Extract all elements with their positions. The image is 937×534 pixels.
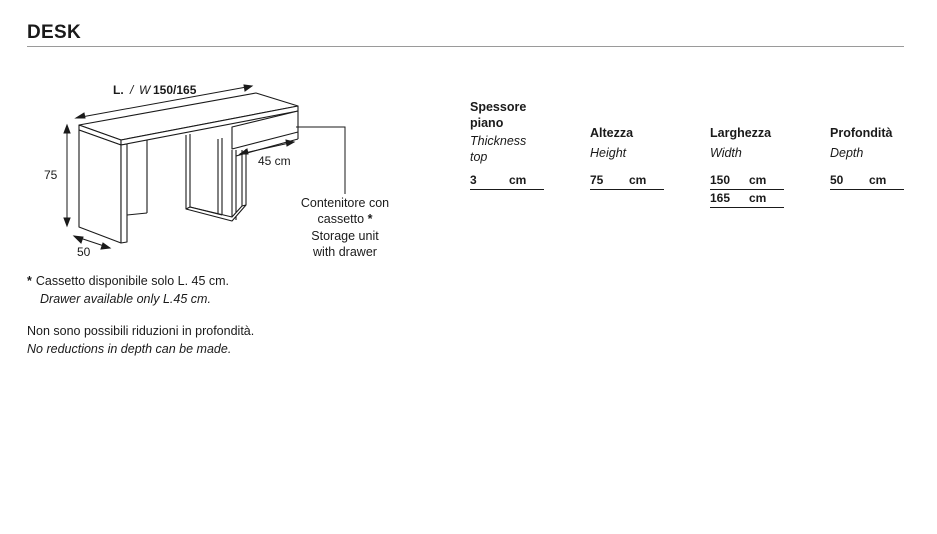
spec-subheading: Height (590, 146, 627, 160)
spec-unit: cm (749, 173, 767, 187)
spec-row (830, 172, 904, 190)
spec-row (470, 172, 544, 190)
callout-line-2: cassetto (317, 212, 365, 226)
spec-unit: cm (629, 173, 647, 187)
spec-heading: Larghezza (710, 126, 772, 140)
drawer-note-en: Drawer available only L.45 cm. (40, 292, 211, 306)
spec-heading-2: piano (470, 116, 504, 130)
depth-note-it: Non sono possibili riduzioni in profondità. (27, 324, 255, 338)
note-star: * (27, 274, 32, 288)
callout-line-3: Storage unit (311, 229, 379, 243)
spec-unit: cm (509, 173, 527, 187)
callout-line-1: Contenitore con (300, 196, 390, 210)
desk-left-panel-shadow (127, 213, 147, 215)
width-label-value: 150/165 (153, 83, 197, 97)
spec-value: 165 (710, 191, 731, 205)
storage-unit-callout (290, 195, 400, 260)
spec-heading: Profondità (830, 126, 893, 140)
spec-unit: cm (869, 173, 887, 187)
spec-value: 50 (830, 173, 844, 187)
drawer-note-it: Cassetto disponibile solo L. 45 cm. (35, 274, 230, 288)
callout-line-2-wrap (290, 211, 400, 227)
depth-note-en: No reductions in depth can be made. (27, 342, 232, 356)
spec-unit: cm (749, 191, 767, 205)
spec-value: 3 (470, 173, 477, 187)
desk-left-panel-edge (121, 144, 127, 243)
spec-subheading-2: top (470, 150, 488, 164)
spec-value: 75 (590, 173, 604, 187)
width-label-prefix: L. (113, 83, 124, 97)
height-label: 75 (44, 168, 58, 182)
callout-leader-line (296, 127, 345, 194)
drawer-note (27, 272, 229, 308)
spec-row (710, 190, 784, 208)
spec-subheading: Width (710, 146, 742, 160)
page-title: DESK (27, 22, 81, 43)
spec-row (710, 172, 784, 190)
callout-star: * (367, 212, 373, 226)
width-label-sep: / (130, 83, 134, 97)
callout-line-4: with drawer (313, 245, 377, 259)
spec-subheading: Depth (830, 146, 864, 160)
width-label-w: W (139, 83, 151, 97)
drawer-width-label: 45 cm (258, 154, 291, 168)
spec-heading: Altezza (590, 126, 634, 140)
depth-label: 50 (77, 245, 91, 259)
depth-note (27, 322, 254, 358)
spec-value: 150 (710, 173, 731, 187)
spec-subheading: Thickness (470, 134, 527, 148)
spec-heading: Spessore (470, 100, 527, 114)
spec-row (590, 172, 664, 190)
desk-left-panel-side (79, 130, 121, 243)
